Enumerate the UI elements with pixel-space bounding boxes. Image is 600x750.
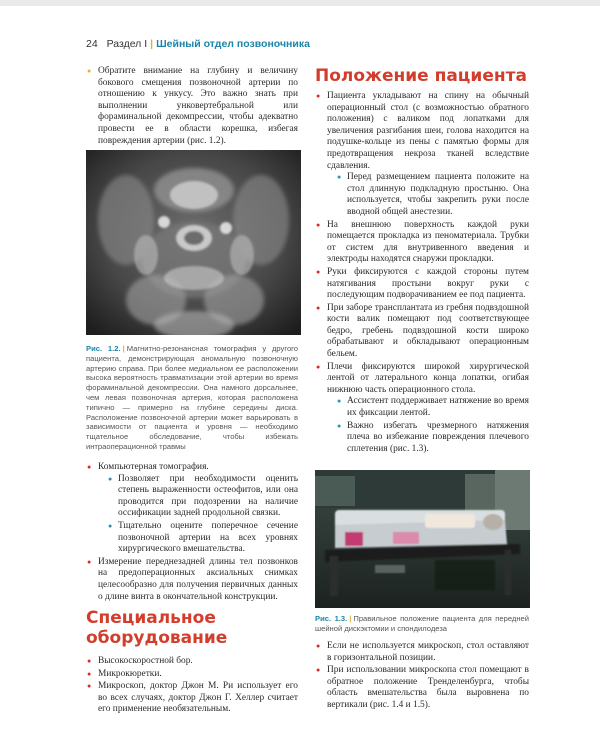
sub-list-item xyxy=(108,521,298,556)
equipment-item xyxy=(86,669,298,681)
running-header xyxy=(86,38,310,50)
position-item xyxy=(315,267,529,302)
list-item xyxy=(86,462,298,556)
list-item-text: Обратите внимание на глубину и величину бокового смещения позвоночной артерии по отношению к ункусу. Это важно знать при выполнении унковертебральной или фораминальной декомпрессии, чтобы адекватно провести ее в области корешка, избегая повреждения артерии (рис. 1.2). xyxy=(98,66,298,146)
sub-list-item xyxy=(108,474,298,520)
figure-1-3-text: Правильное положение пациента для передней шейной дискэктомии и спондилодеза xyxy=(315,614,529,633)
special-equipment-heading-line2: оборудование xyxy=(86,628,228,648)
page-top-strip xyxy=(0,0,600,6)
operating-room-photo xyxy=(315,470,530,608)
list-item xyxy=(315,665,529,711)
sub-list-item-text: Позволяет при необходимости оценить степень выраженности остеофитов, или она проводится при подозрении на наличие оссификации задней продольной связки. xyxy=(118,473,298,519)
patient-position-section xyxy=(315,66,529,456)
sub-list-item-text: Тщательно оцените поперечное сечение позвоночной артерии на всех уровнях хирургического вмешательства. xyxy=(118,520,298,555)
sub-list xyxy=(98,474,298,556)
sub-list-item-text: Важно избегать чрезмерного натяжения плеча во избежание повреждения плечевого сплетения (рис. 1.3). xyxy=(347,420,529,454)
section-title: Шейный отдел позвоночника xyxy=(156,38,310,50)
position-item xyxy=(315,220,529,266)
position-item-text: Плечи фиксируются широкой хирургической лентой от латерального конца лопатки, огибая нижнюю часть операционного стола. xyxy=(327,361,529,395)
figure-1-3-caption xyxy=(315,614,529,634)
sub-list xyxy=(327,172,529,218)
right-bottom-list xyxy=(315,641,529,712)
special-equipment-section xyxy=(86,608,298,717)
position-item-text: На внешнюю поверхность каждой руки помещается прокладка из пеноматериала. Трубки от систем для внутривенного введения и электроды находятся снаружи прокладки. xyxy=(327,219,529,265)
list-item xyxy=(86,66,298,147)
position-item-text: Руки фиксируются с каждой стороны путем натягивания простыни вокруг руки с последующим подворачиванием ее под пациента. xyxy=(327,266,529,301)
position-item xyxy=(315,362,529,456)
sub-list-item-text: Ассистент поддерживает натяжение во время их фиксации лентой. xyxy=(347,396,529,419)
position-item-text: При заборе трансплантата из гребня подвздошной кости валик помещают под соответствующее бедро, гребень подвздошной кости широко обрабатывают и обкладывают операционным бельем. xyxy=(327,302,529,360)
equipment-item-text: Микрокюретки. xyxy=(98,668,162,679)
sub-list-item xyxy=(337,172,529,218)
list-item xyxy=(315,641,529,664)
left-top-bullets xyxy=(86,66,298,148)
sub-list-item xyxy=(337,396,529,419)
page-number: 24 xyxy=(86,38,98,50)
figure-1-2-caption xyxy=(86,344,298,452)
special-equipment-heading xyxy=(86,608,298,648)
list-item xyxy=(86,557,298,603)
sub-list-item-text: Перед размещением пациента положите на стол длинную подкладную простыню. Она используется, чтобы закрепить руки после вводной общей анестезии. xyxy=(347,172,529,217)
right-bottom-bullets xyxy=(315,641,529,713)
list-item-text: Если не используется микроскоп, стол оставляют в горизонтальной позиции. xyxy=(327,641,529,663)
list-item-text: Компьютерная томография. xyxy=(98,462,209,472)
special-equipment-heading-line1: Специальное xyxy=(86,608,216,628)
mri-image xyxy=(86,150,301,335)
position-item xyxy=(315,91,529,219)
equipment-item xyxy=(86,681,298,716)
sub-list-item xyxy=(337,421,529,456)
position-item xyxy=(315,303,529,361)
position-list xyxy=(315,91,529,455)
figure-1-2-text: Магнитно-резонансная томография у другого пациента, демонстрирующая аномальную позвоночную артерию справа. При более медиальном ее расположении высока вероятность травматизации этой артерии во время фораминальной декомпрессии. Она намного дорсальнее, чем левая позвоночная артерия, которая расположена типично — примерно на глубине середины диска. Расположение позвоночной артерии может варьировать в зависимости от пациента и уровня — необходимо тщательное обследование, чтобы избежать интраоперационной травмы xyxy=(86,344,299,451)
figure-1-3-label: Рис. 1.3. xyxy=(315,614,348,623)
caption-bar: | xyxy=(122,344,125,353)
left-bullet-list xyxy=(86,462,298,603)
caption-bar: | xyxy=(349,614,352,623)
list-item-text: Измерение переднезадней длины тел позвонков на предоперационных аксиальных снимках целесообразно для получения первичных данных о длине винта в окончательной конструкции. xyxy=(98,556,298,602)
left-top-list xyxy=(86,66,298,147)
sub-list xyxy=(327,396,529,455)
header-separator: | xyxy=(150,38,154,50)
position-item-text: Пациента укладывают на спину на обычный операционный стол (с возможностью обратного положения) с валиком под лопатками для увеличения разгибания шеи, голова находится на подушке-кольце из пены с памятью формы для предотвращения некроза тканей вследствие сдавления. xyxy=(327,91,529,171)
patient-position-heading: Положение пациента xyxy=(315,66,527,86)
figure-1-2-label: Рис. 1.2. xyxy=(86,344,121,353)
list-item-text: При использовании микроскопа стол помещают в обратное положение Тренделенбурга, чтобы область вмешательства была выровнена по вертикали (рис. 1.4 и 1.5). xyxy=(327,665,529,710)
equipment-item-text: Высокоскоростной бор. xyxy=(98,656,193,666)
left-bullets xyxy=(86,462,298,604)
section-label: Раздел I xyxy=(106,38,148,50)
equipment-item-text: Микроскоп, доктор Джон М. Ри использует его во всех случаях, доктор Джон Г. Хеллер считает его применение необязательным. xyxy=(98,681,298,715)
equipment-item xyxy=(86,656,298,668)
equipment-list xyxy=(86,656,298,716)
